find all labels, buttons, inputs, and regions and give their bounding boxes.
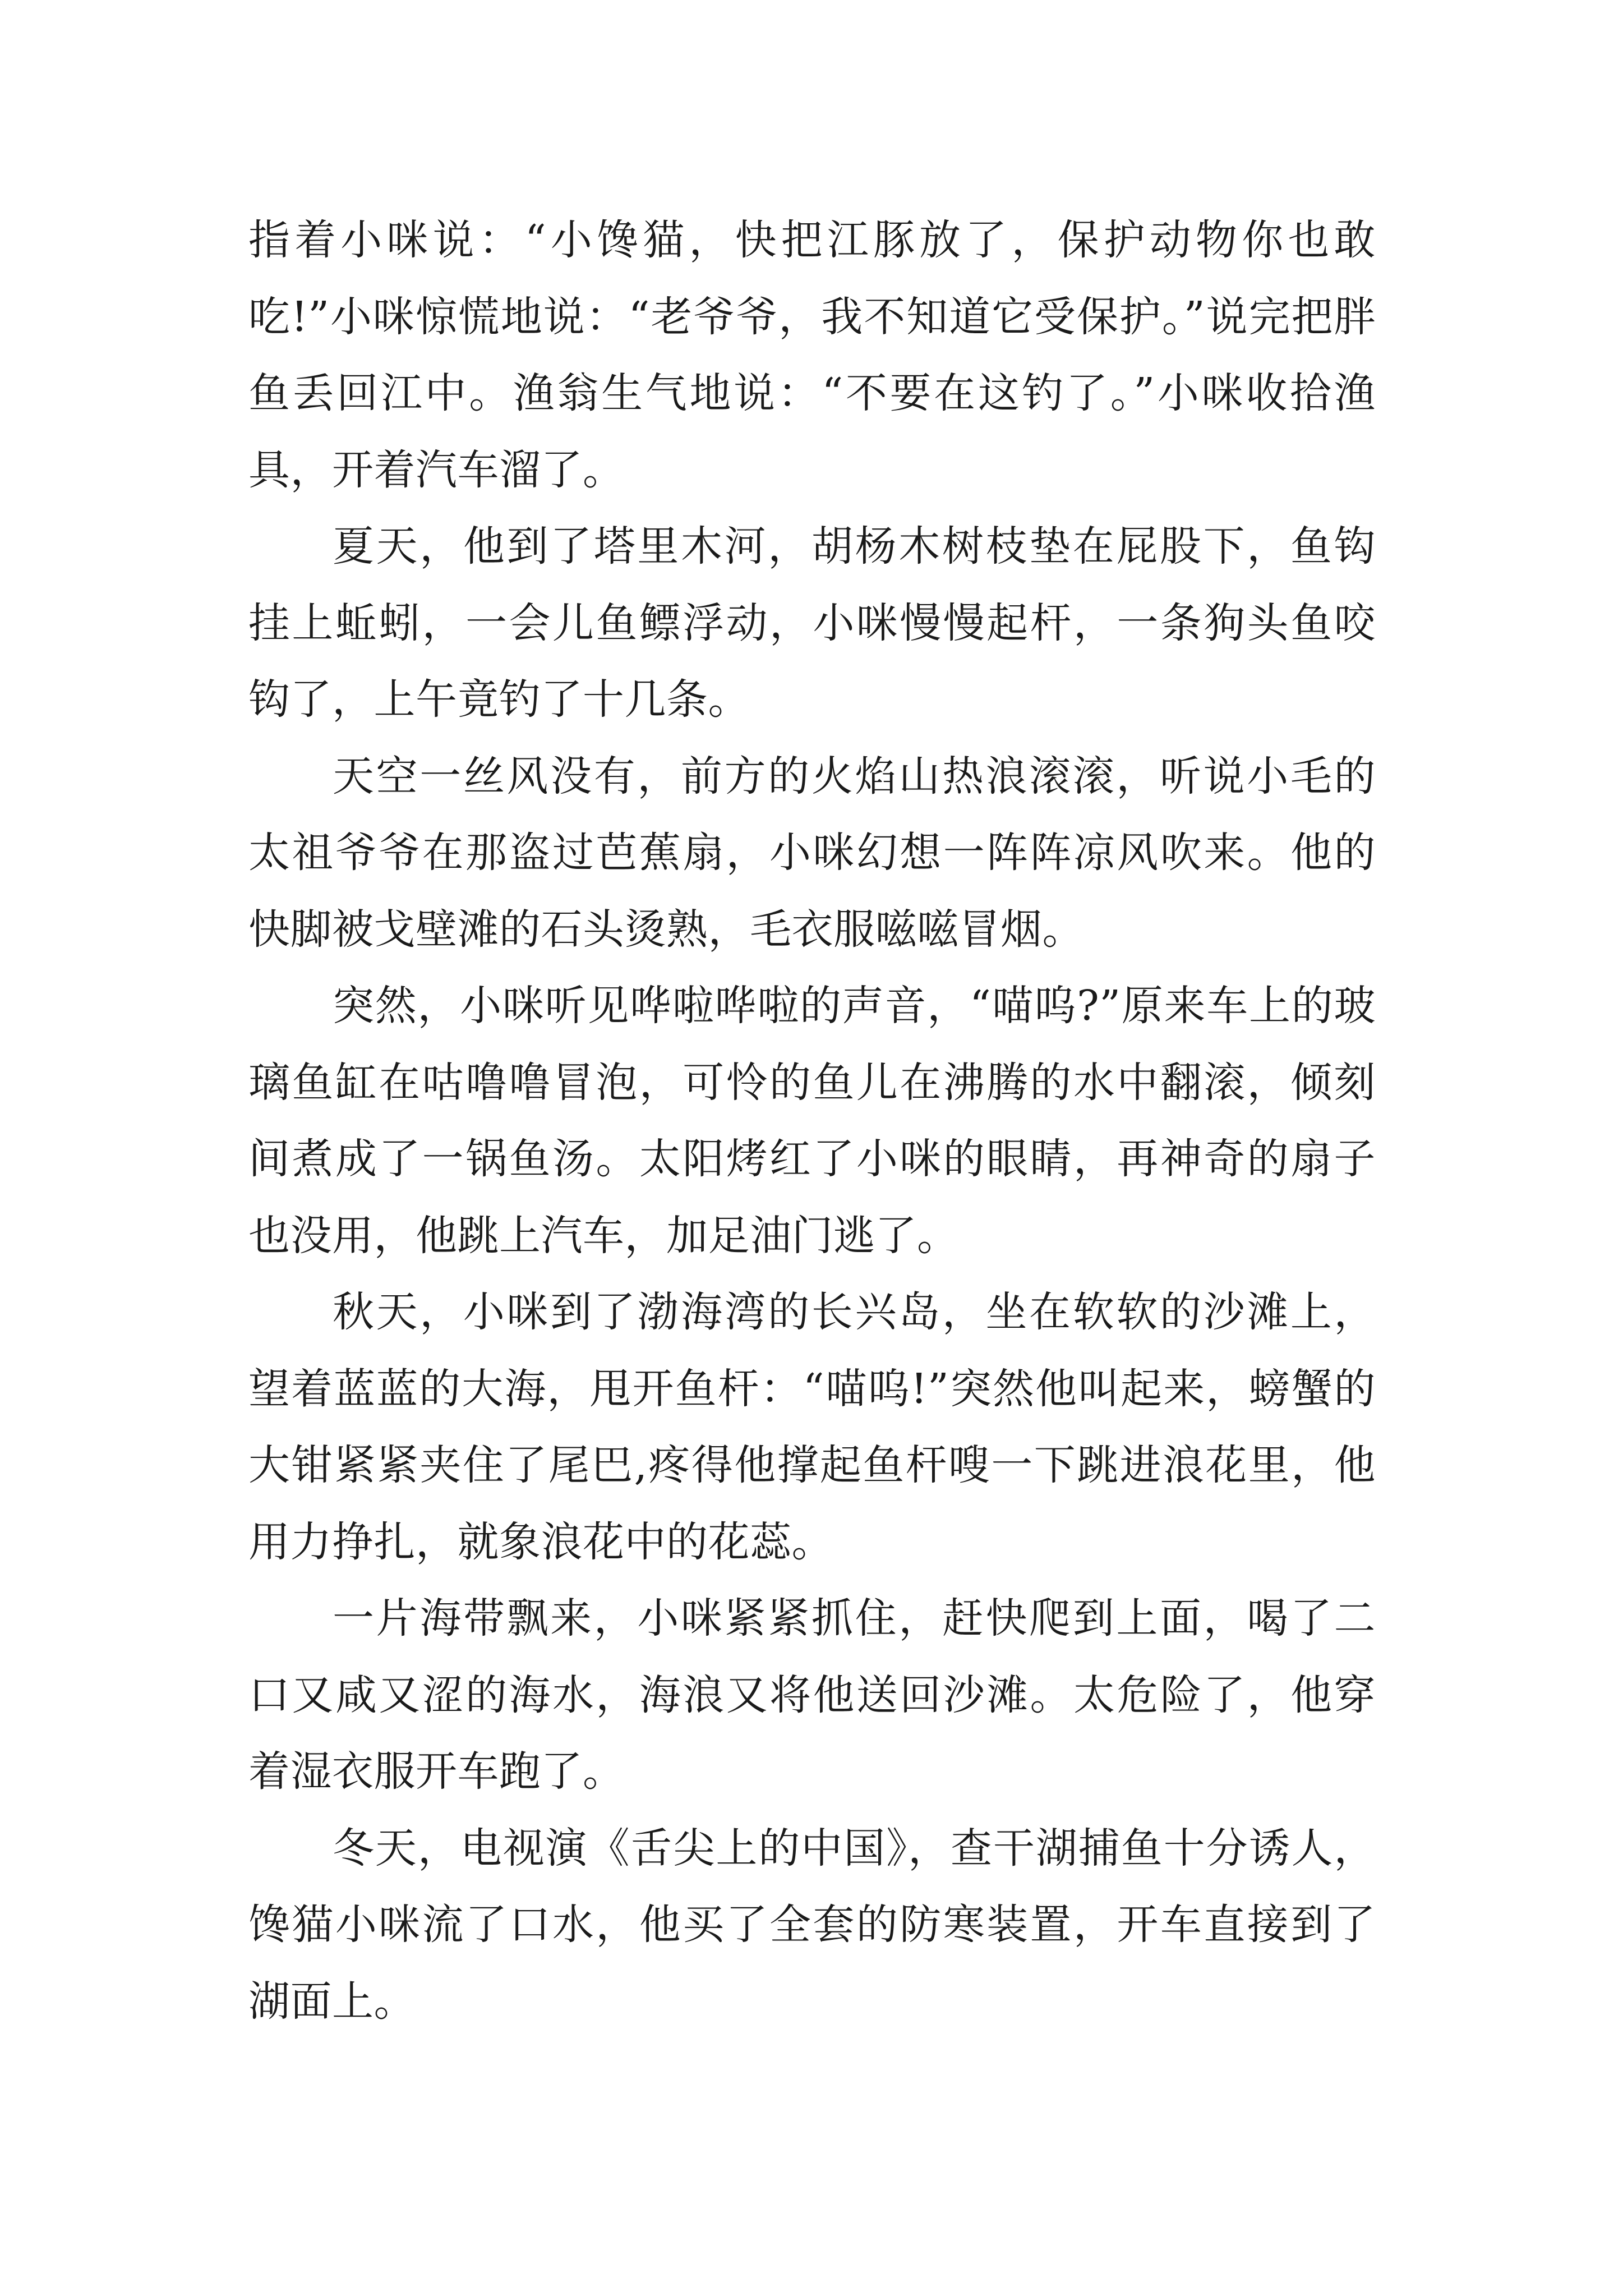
paragraph-1: 指着小咪说：“小馋猫，快把江豚放了，保护动物你也敢吃!”小咪惊慌地说：“老爷爷，我不知道它受保护。”说完把胖鱼丢回江中。渔翁生气地说：“不要在这钓了。”小咪收拾渔具，开着汽车溜了。 — [248, 216, 1376, 494]
paragraph-4: 突然，小咪听见哗啦哗啦的声音，“喵呜?”原来车上的玻璃鱼缸在咕噜噜冒泡，可怜的鱼儿在沸腾的水中翻滚，倾刻间煮成了一锅鱼汤。太阳烤红了小咪的眼睛，再神奇的扇子也没用，他跳上汽车，加足油门逃了。 — [248, 982, 1376, 1260]
paragraph-5: 秋天，小咪到了渤海湾的长兴岛，坐在软软的沙滩上，望着蓝蓝的大海，甩开鱼杆：“喵呜!”突然他叫起来，螃蟹的大钳紧紧夹住了尾巴,疼得他撑起鱼杆嗖一下跳进浪花里，他用力挣扎，就象浪花中的花蕊。 — [248, 1288, 1376, 1566]
paragraph-7: 冬天，电视演《舌尖上的中国》，查干湖捕鱼十分诱人，馋猫小咪流了口水，他买了全套的防寒装置，开车直接到了湖面上。 — [248, 1824, 1376, 2026]
paragraph-3: 天空一丝风没有，前方的火焰山热浪滚滚，听说小毛的太祖爷爷在那盗过芭蕉扇，小咪幻想一阵阵凉风吹来。他的快脚被戈壁滩的石头烫熟，毛衣服嗞嗞冒烟。 — [248, 752, 1376, 954]
story-body — [248, 202, 1376, 2040]
paragraph-2: 夏天，他到了塔里木河，胡杨木树枝垫在屁股下，鱼钩挂上蚯蚓，一会儿鱼鳔浮动，小咪慢慢起杆，一条狗头鱼咬钩了，上午竟钓了十几条。 — [248, 522, 1376, 724]
paragraph-6: 一片海带飘来，小咪紧紧抓住，赶快爬到上面，喝了二口又咸又涩的海水，海浪又将他送回沙滩。太危险了，他穿着湿衣服开车跑了。 — [248, 1594, 1376, 1796]
